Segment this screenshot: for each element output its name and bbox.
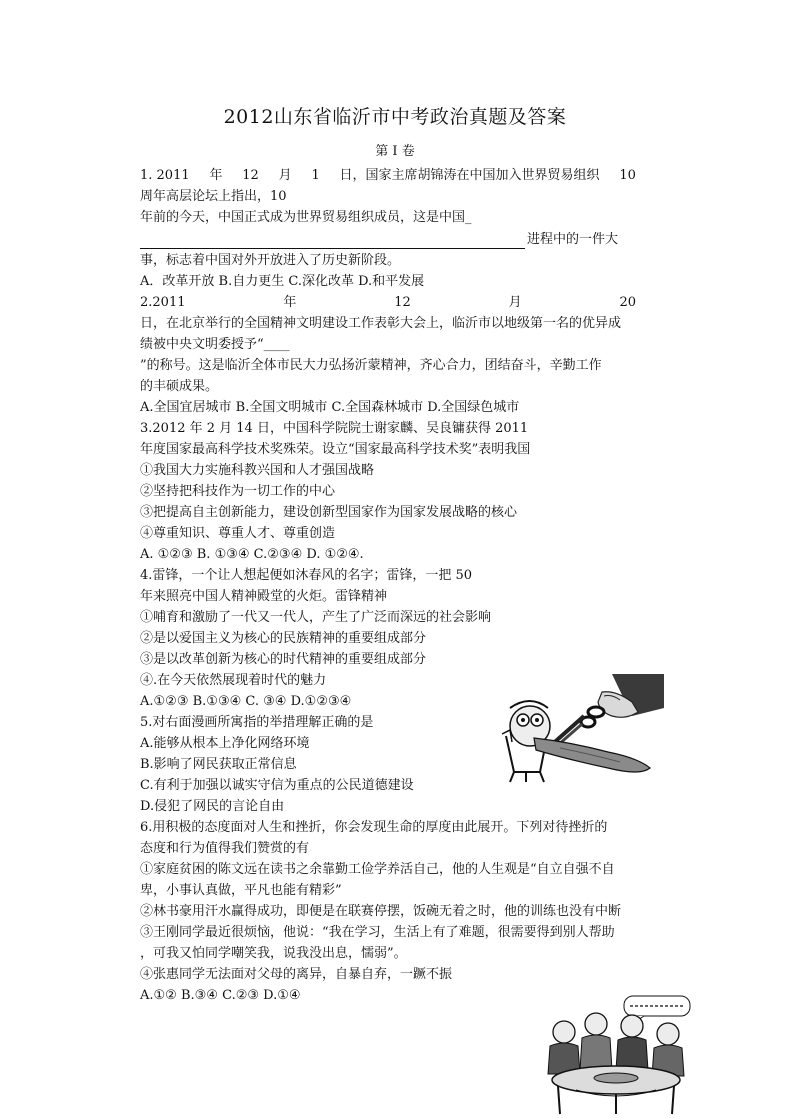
q4-item2: ②是以爱国主义为核心的民族精神的重要组成部分 bbox=[140, 631, 427, 646]
section-heading: 第 I 卷 bbox=[375, 144, 415, 159]
q6-item3b: ，可我又怕同学嘲笑我，说我没出息，懦弱”。 bbox=[140, 946, 407, 961]
q2-seg: 12 bbox=[394, 295, 411, 310]
q5-option-b: B.影响了网民获取正常信息 bbox=[140, 757, 297, 772]
q1-line5: 事，标志着中国对外开放进入了历史新阶段。 bbox=[140, 253, 401, 268]
q6-item1b: 卑，小事认真做，平凡也能有精彩” bbox=[140, 883, 342, 898]
q5-option-a: A.能够从根本上净化网络环境 bbox=[140, 736, 310, 751]
page-title: 2012山东省临沂市中考政治真题及答案 bbox=[223, 106, 567, 128]
q4-line1: 4.雷锋，一个让人想起便如沐春风的名字；雷锋，一把 50 bbox=[140, 568, 473, 583]
q3-item1: ①我国大力实施科教兴国和人才强国战略 bbox=[140, 463, 375, 478]
q6-line1: 6.用积极的态度面对人生和挫折，你会发现生命的厚度由此展开。下列对待挫折的 bbox=[140, 820, 608, 835]
scissors-tongue-cartoon bbox=[500, 672, 664, 784]
q1-seg: 月 bbox=[278, 168, 292, 183]
q6-item4: ④张惠同学无法面对父母的离异，自暴自弃，一蹶不振 bbox=[140, 967, 453, 982]
q1-seg: 日，国家主席胡锦涛在中国加入世界贸易组织 bbox=[339, 168, 600, 183]
q3-item4: ④尊重知识、尊重人才、尊重创造 bbox=[140, 526, 336, 541]
q1-line3: 年前的今天，中国正式成为世界贸易组织成员，这是中国_ bbox=[140, 210, 472, 225]
q5-line1: 5.对右面漫画所寓指的举措理解正确的是 bbox=[140, 715, 374, 730]
q2-line1 bbox=[140, 294, 636, 312]
q2-seg: 年 bbox=[283, 295, 297, 310]
q3-item3: ③把提高自主创新能力，建设创新型国家作为国家发展战略的核心 bbox=[140, 505, 518, 520]
q2-line2: 日，在北京举行的全国精神文明建设工作表彰大会上，临沂市以地级第一名的优异成 bbox=[140, 316, 622, 331]
q4-line2: 年来照亮中国人精神殿堂的火炬。雷锋精神 bbox=[140, 589, 388, 604]
q1-seg: 12 bbox=[242, 168, 259, 183]
dining-table-cartoon bbox=[536, 990, 696, 1115]
q1-line1 bbox=[140, 167, 636, 185]
q4-item1: ①哺育和激励了一代又一代人，产生了广泛而深远的社会影响 bbox=[140, 610, 492, 625]
q2-line5: 的丰硕成果。 bbox=[140, 379, 219, 394]
q6-item2: ②林书豪用汗水赢得成功，即便是在联赛停摆，饭碗无着之时，他的训练也没有中断 bbox=[140, 904, 622, 919]
q1-seg: 1. 2011 bbox=[140, 168, 190, 183]
q2-line4: ”的称号。这是临沂全体市民大力弘扬沂蒙精神，齐心合力，团结奋斗，辛勤工作 bbox=[140, 358, 602, 373]
q1-seg: 1 bbox=[311, 168, 320, 183]
q6-line2: 态度和行为值得我们赞赏的有 bbox=[140, 841, 310, 856]
q3-item2: ②坚持把科技作为一切工作的中心 bbox=[140, 484, 336, 499]
q1-seg: 年 bbox=[209, 168, 223, 183]
q3-line2: 年度国家最高科学技术奖殊荣。设立“国家最高科学技术奖”表明我国 bbox=[140, 442, 531, 457]
q1-options: A．改革开放 B.自力更生 C.深化改革 D.和平发展 bbox=[140, 274, 425, 289]
q3-options: A. ①②③ B. ①③④ C.②③④ D. ①②④. bbox=[140, 547, 364, 562]
q1-seg: 10 bbox=[619, 168, 636, 183]
q2-options: A.全国宜居城市 B.全国文明城市 C.全国森林城市 D.全国绿色城市 bbox=[140, 400, 520, 415]
answer-blank bbox=[140, 234, 525, 249]
q6-options: A.①② B.③④ C.②③ D.①④ bbox=[140, 988, 301, 1003]
q2-line3: 绩被中央文明委授予“____ bbox=[140, 337, 290, 352]
q4-item3: ③是以改革创新为核心的时代精神的重要组成部分 bbox=[140, 652, 427, 667]
q4-options: A.①②③ B.①③④ C. ③④ D.①②③④ bbox=[140, 694, 352, 709]
q2-seg: 月 bbox=[508, 295, 522, 310]
q6-item1a: ①家庭贫困的陈文远在读书之余靠勤工俭学养活自己，他的人生观是“自立自强不自 bbox=[140, 862, 615, 877]
q2-seg: 2.2011 bbox=[140, 295, 186, 310]
q4-item4: ④.在今天依然展现着时代的魅力 bbox=[140, 673, 327, 688]
q1-line4 bbox=[140, 231, 618, 249]
q1-line4-text: 进程中的一件大 bbox=[527, 232, 619, 247]
q5-option-c: C.有利于加强以诚实守信为重点的公民道德建设 bbox=[140, 778, 414, 793]
q6-item3a: ③王刚同学最近很烦恼，他说：“我在学习，生活上有了难题，很需要得到别人帮助 bbox=[140, 925, 615, 940]
q3-line1: 3.2012 年 2 月 14 日，中国科学院院士谢家麟、吴良镛获得 2011 bbox=[140, 421, 529, 436]
q1-line2: 周年高层论坛上指出，10 bbox=[140, 189, 287, 204]
q2-seg: 20 bbox=[619, 295, 636, 310]
q5-option-d: D.侵犯了网民的言论自由 bbox=[140, 799, 285, 814]
